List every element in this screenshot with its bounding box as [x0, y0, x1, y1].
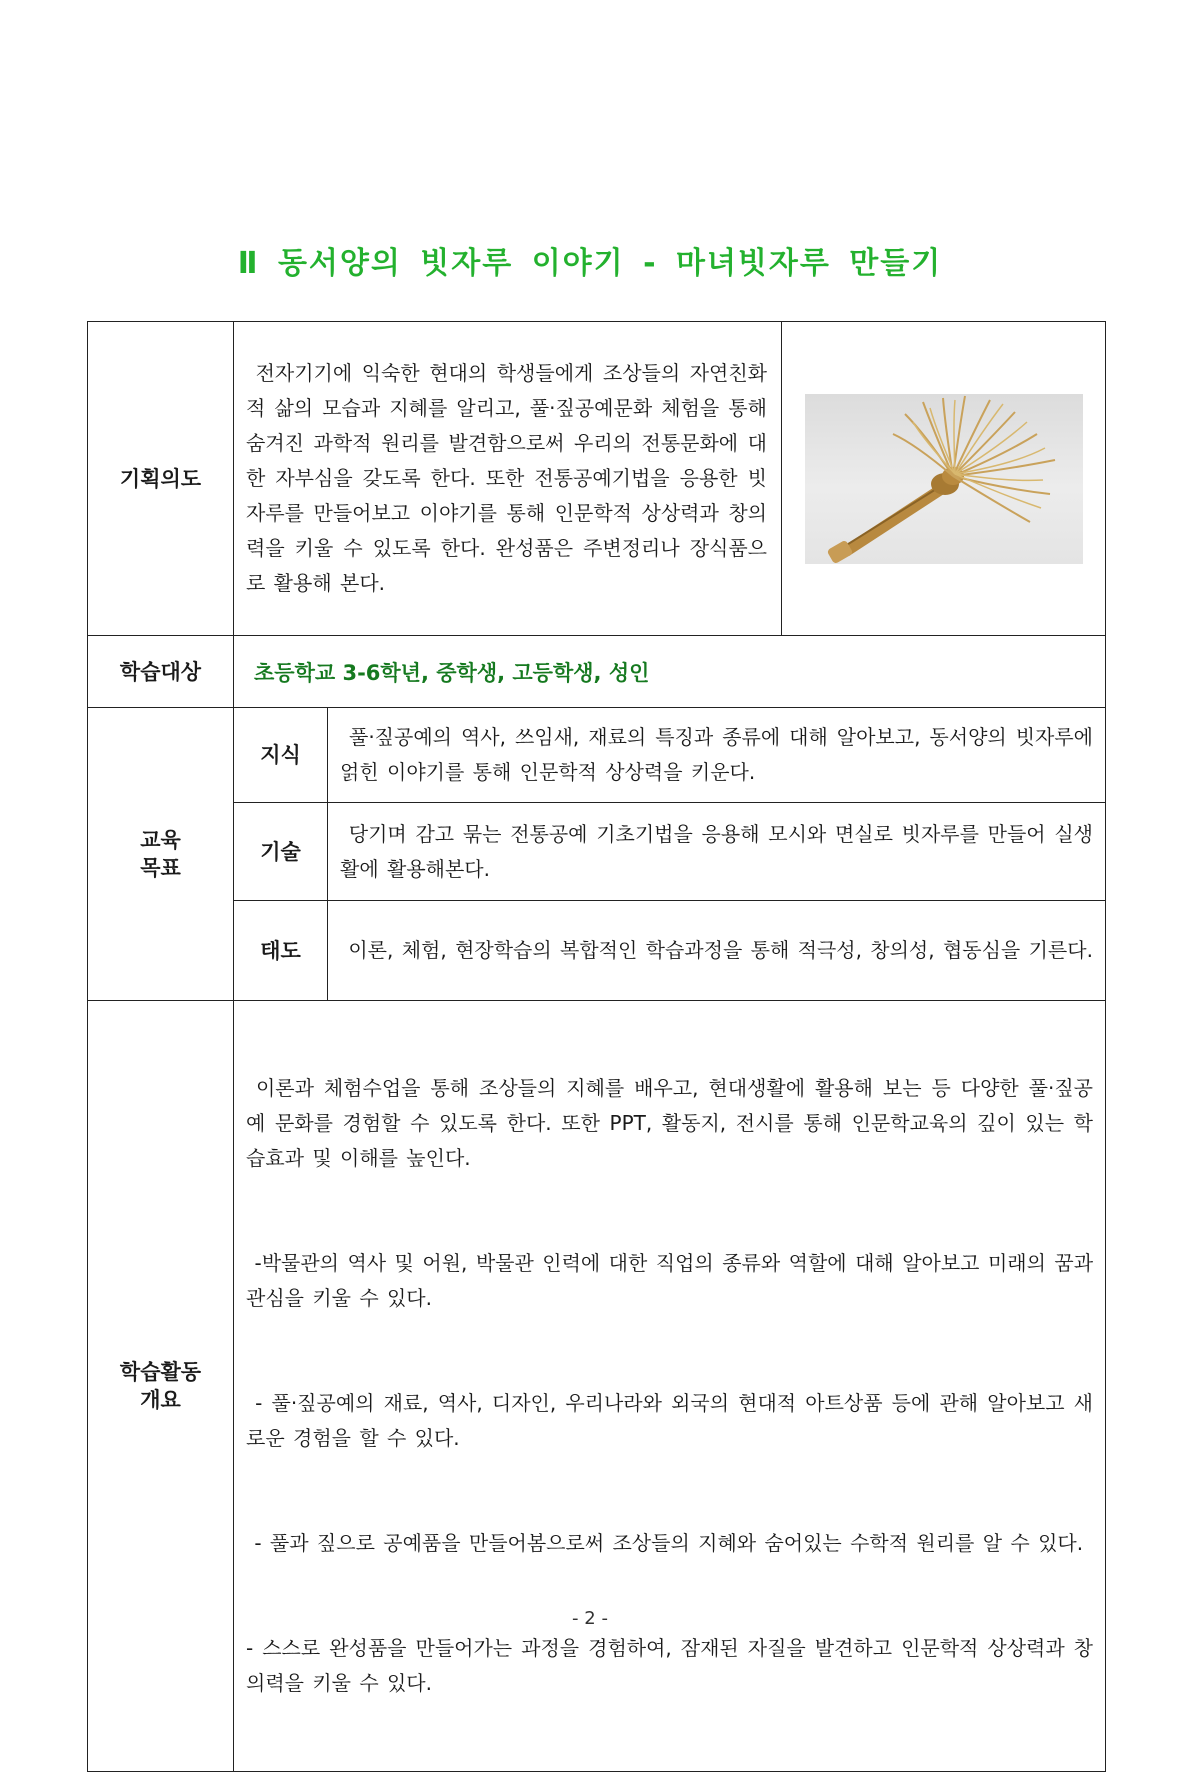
- activities-label: [88, 1001, 234, 1772]
- planning-text: 전자기기에 익숙한 현대의 학생들에게 조상들의 자연친화적 삶의 모습과 지혜를 알리고, 풀·짚공예문화 체험을 통해 숨겨진 과학적 원리를 발견함으로써 우리의 전통문화에 대한 자부심을 갖도록 한다. 또한 전통공예기법을 응용한 빗자루를 만들어보고 이야기를 통해 인문학적 상상력과 창의력을 키울 수 있도록 한다. 완성품은 주변정리나 장식품으로 활용해 본다.: [246, 361, 776, 595]
- page-title: Ⅱ 동서양의 빗자루 이야기 - 마녀빗자루 만들기: [237, 246, 943, 281]
- activities-label-line2: 개요: [140, 1388, 181, 1412]
- row-activities: [88, 1001, 1106, 1772]
- program-plan-table: [87, 321, 1106, 1772]
- photo-cell: [782, 322, 1106, 636]
- row-target: [88, 636, 1106, 708]
- planning-label: 기획의도: [88, 322, 234, 636]
- activities-paragraph: 이론과 체험수업을 통해 조상들의 지혜를 배우고, 현대생활에 활용해 보는 등 다양한 풀·짚공예 문화를 경험할 수 있도록 한다. 또한 PPT, 활동지, 전시를 통해 인문학교육의 깊이 있는 학습효과 및 이해를 높인다.: [246, 1076, 1093, 1170]
- target-value: 초등학교 3-6학년, 중학생, 고등학생, 성인: [234, 636, 1106, 708]
- page-number: - 2 -: [572, 1608, 608, 1629]
- goals-label: [88, 708, 234, 1001]
- planning-cell: [234, 322, 782, 636]
- goal-label-skill: 기술: [234, 803, 328, 901]
- row-goal-knowledge: [88, 708, 1106, 803]
- activities-cell: [234, 1001, 1106, 1772]
- activities-text: [246, 1001, 1102, 1771]
- activities-paragraph: - 스스로 완성품을 만들어가는 과정을 경험하여, 잠재된 자질을 발견하고 인문학적 상상력과 창의력을 키울 수 있다.: [246, 1636, 1093, 1695]
- row-goal-attitude: [88, 901, 1106, 1001]
- activities-paragraph: - 풀·짚공예의 재료, 역사, 디자인, 우리나라와 외국의 현대적 아트상품 등에 관해 알아보고 새로운 경험을 할 수 있다.: [246, 1391, 1093, 1450]
- goal-text-skill: 당기며 감고 묶는 전통공예 기초기법을 응용해 모시와 면실로 빗자루를 만들어 실생활에 활용해본다.: [340, 821, 1093, 881]
- goals-label-line2: 목표: [140, 856, 181, 880]
- activities-paragraph: - 풀과 짚으로 공예품을 만들어봄으로써 조상들의 지혜와 숨어있는 수학적 원리를 알 수 있다.: [246, 1531, 1084, 1555]
- goal-text-knowledge: 풀·짚공예의 역사, 쓰임새, 재료의 특징과 종류에 대해 알아보고, 동서양의 빗자루에 얽힌 이야기를 통해 인문학적 상상력을 키운다.: [340, 725, 1102, 784]
- activities-label-line1: 학습활동: [119, 1360, 202, 1384]
- broom-icon: [805, 394, 1083, 564]
- row-goal-skill: [88, 803, 1106, 901]
- goal-label-attitude: 태도: [234, 901, 328, 1001]
- activities-paragraph: -박물관의 역사 및 어원, 박물관 인력에 대한 직업의 종류와 역할에 대해 알아보고 미래의 꿈과 관심을 키울 수 있다.: [246, 1251, 1102, 1310]
- goals-label-line1: 교육: [140, 828, 181, 852]
- row-planning: [88, 322, 1106, 636]
- target-label: 학습대상: [88, 636, 234, 708]
- goal-text-attitude: 이론, 체험, 현장학습의 복합적인 학습과정을 통해 적극성, 창의성, 협동심을 기른다.: [340, 938, 1093, 962]
- goal-label-knowledge: 지식: [234, 708, 328, 803]
- straw-broom-photo: [805, 394, 1083, 564]
